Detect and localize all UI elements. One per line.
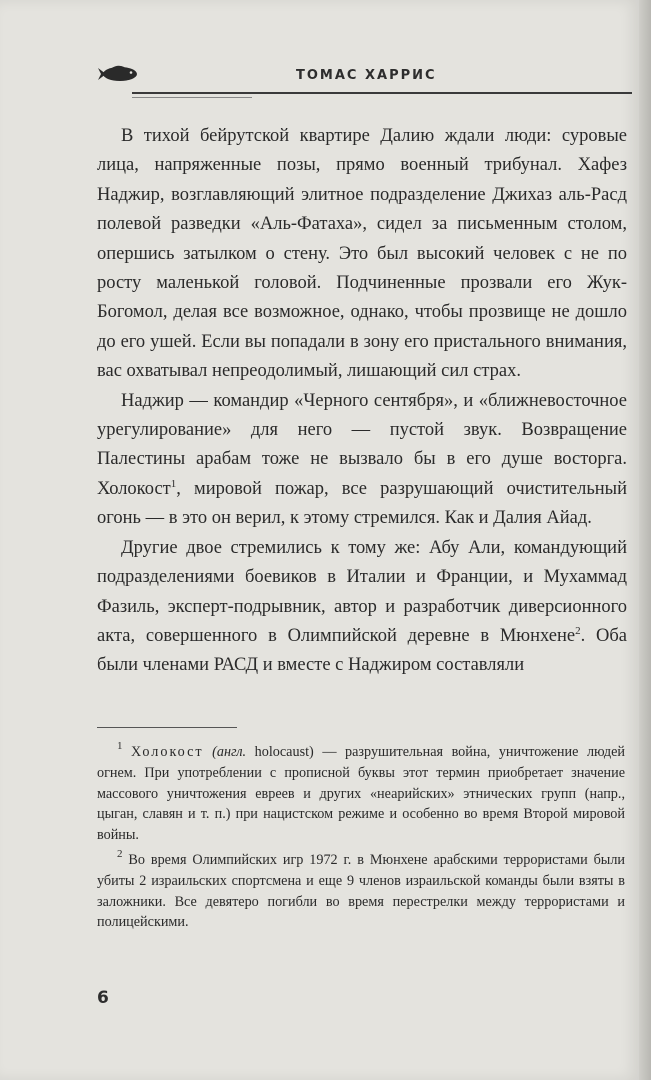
footnote-1-source: holocaust) — [254, 744, 314, 760]
main-text — [97, 122, 627, 681]
footnote-ref-1: 1 — [170, 477, 177, 490]
footnotes — [97, 742, 625, 933]
footnote-1-lang: (англ. — [212, 744, 247, 760]
footnote-2 — [97, 847, 626, 933]
paragraph-2 — [97, 387, 627, 534]
paragraph-3-text: Другие двое стремились к тому же: Абу Али, командующий подразделениями боевиков в Италии и Франции, и Мухаммад Фазиль, эксперт-подрывник, автор и разработчик диверсионного акта, совершенного в Олимпийской деревне в Мюнхене — [97, 537, 627, 646]
footnote-1 — [97, 742, 625, 846]
footnote-divider — [97, 727, 237, 728]
fish-logo-icon — [96, 64, 140, 84]
header-rule-secondary — [132, 97, 252, 98]
footnote-1-mark: 1 — [117, 740, 123, 752]
running-header — [96, 58, 636, 98]
footnote-2-mark: 2 — [117, 847, 123, 860]
running-title: ТОМАС ХАРРИС — [296, 68, 437, 83]
header-rule — [132, 92, 632, 94]
page-number: 6 — [97, 988, 109, 1008]
page-edge — [639, 0, 651, 1080]
footnote-2-text: Во время Олимпийских игр 1972 г. в Мюнхене арабскими террористами были убиты 2 израильских спортсмена и еще 9 членов израильской команды были взяты в заложники. Все девятеро погибли во время перестрелки между террористами и полицейскими. — [97, 851, 626, 931]
paragraph-3-text-cont: . Оба были членами РАСД и вместе с Наджиром составляли — [97, 625, 627, 676]
footnote-ref-2: 2 — [575, 624, 581, 637]
paragraph-2-text: Наджир — командир «Черного сентября», и «ближневосточное урегулирование» для него — пустой звук. Возвращение Палестины арабам тоже не вызвало бы в его душе восторга. Холокост — [97, 390, 627, 499]
paragraph-3 — [97, 534, 627, 681]
paragraph-1: В тихой бейрутской квартире Далию ждали люди: суровые лица, напряженные позы, прямо военный трибунал. Хафез Наджир, возглавляющий элитное подразделение Джихаз аль-Расд полевой разведки «Аль-Фатаха», сидел за письменным столом, опершись затылком о стену. Это был высокий человек с не по росту маленькой головой. Подчиненные прозвали его Жук-Богомол, делая все возможное, однако, чтобы прозвище не дошло до его ушей. Если вы попадали в зону его пристального внимания, вас охватывал непреодолимый, лишающий сил страх. — [97, 126, 627, 382]
footnote-1-text: — разрушительная война, уничтожение людей огнем. При употреблении с прописной буквы этот термин приобретает значение массового уничтожения евреев и других «неарийских» этнических групп (напр., цыган, славян и т. п.) при нацистском режиме и особенно во время Второй мировой войны. — [97, 744, 626, 844]
footnote-1-term: Холокост — [131, 744, 204, 760]
paragraph-2-text-cont: , мировой пожар, все разрушающий очистительный огонь — в это он верил, к этому стремился. Как и Далия Айад. — [97, 478, 627, 529]
